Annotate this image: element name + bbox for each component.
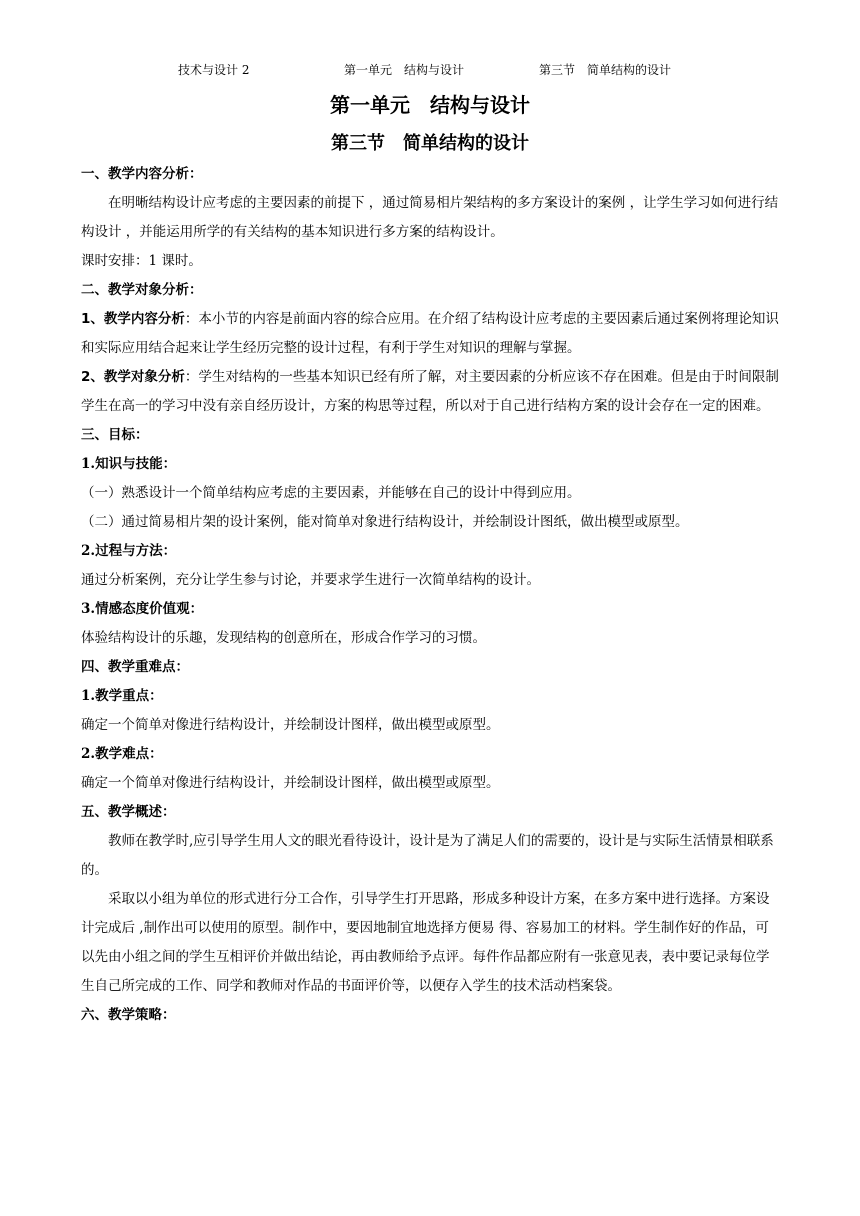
sub-heading: 1.知识与技能： (81, 456, 177, 472)
paragraph: 确定一个简单对像进行结构设计，并绘制设计图样，做出模型或原型。 (81, 775, 500, 791)
header-course: 技术与设计 2 (178, 63, 250, 77)
list-item (81, 363, 781, 421)
item-text: ：本小节的内容是前面内容的综合应用。在介绍了结构设计应考虑的主要因素后通过案例将理论知识和实际应用结合起来让学生经历完整的设计过程，有利于学生对知识的理解与掌握。 (81, 311, 779, 356)
item-text: ：学生对结构的一些基本知识已经有所了解，对主要因素的分析应该不存在困难。但是由于时间限制学生在高一的学习中没有亲自经历设计，方案的构思等过程，所以对于自己进行结构方案的设计会存在一定的困难。 (81, 369, 779, 414)
paragraph: 教师在教学时,应引导学生用人文的眼光看待设计，设计是为了满足人们的需要的，设计是与实际生活情景相联系的。 (81, 833, 774, 878)
item-label: 教学内容分析 (103, 311, 185, 327)
sub-heading: 2.过程与方法： (81, 543, 177, 559)
paragraph: 体验结构设计的乐趣，发现结构的创意所在，形成合作学习的习惯。 (81, 630, 486, 646)
paragraph: 在明晰结构设计应考虑的主要因素的前提下 ，通过简易相片架结构的多方案设计的案例 ，让学生学习如何进行结构设计 ，并能运用所学的有关结构的基本知识进行多方案的结构设计。 (81, 195, 779, 240)
section-heading-6: 六、教学策略： (81, 1007, 176, 1023)
item-number: 1、 (81, 311, 104, 327)
section-heading-2: 二、教学对象分析： (81, 282, 203, 298)
unit-title: 第一单元 结构与设计 (330, 93, 530, 117)
page-header (0, 60, 860, 80)
item-number: 2、 (81, 369, 104, 385)
header-section: 第三节 简单结构的设计 (539, 63, 672, 77)
list-item: （二）通过简易相片架的设计案例，能对简单对象进行结构设计，并绘制设计图纸，做出模型或原型。 (81, 514, 689, 530)
section-title: 第三节 简单结构的设计 (331, 133, 529, 154)
header-unit: 第一单元 结构与设计 (344, 63, 465, 77)
paragraph: 通过分析案例，充分让学生参与讨论，并要求学生进行一次简单结构的设计。 (81, 572, 540, 588)
list-item (81, 305, 781, 363)
schedule-text: 课时安排：1 课时。 (81, 253, 202, 269)
section-heading-1: 一、教学内容分析： (81, 166, 203, 182)
section-heading-5: 五、教学概述： (81, 804, 176, 820)
item-label: 教学对象分析 (103, 369, 185, 385)
sub-heading: 3.情感态度价值观： (81, 601, 204, 617)
sub-heading: 2.教学难点： (81, 746, 163, 762)
paragraph: 确定一个简单对像进行结构设计，并绘制设计图样，做出模型或原型。 (81, 717, 500, 733)
list-item: （一）熟悉设计一个简单结构应考虑的主要因素，并能够在自己的设计中得到应用。 (81, 485, 581, 501)
document-body (81, 160, 781, 1030)
sub-heading: 1.教学重点： (81, 688, 163, 704)
section-heading-3: 三、目标： (81, 427, 149, 443)
paragraph: 采取以小组为单位的形式进行分工合作，引导学生打开思路，形成多种设计方案，在多方案中进行选择。方案设计完成后 ,制作出可以使用的原型。制作中，要因地制宜地选择方便易 得、容易加工的材料。学生制作好的作品，可以先由小组之间的学生互相评价并做出结论，再由教师给予点评。每件作品都应附有一张意见表，表中要记录每位学生自己所完成的工作、同学和教师对作品的书面评价等，以便存入学生的技术活动档案袋。 (81, 891, 770, 994)
section-heading-4: 四、教学重难点： (81, 659, 189, 675)
